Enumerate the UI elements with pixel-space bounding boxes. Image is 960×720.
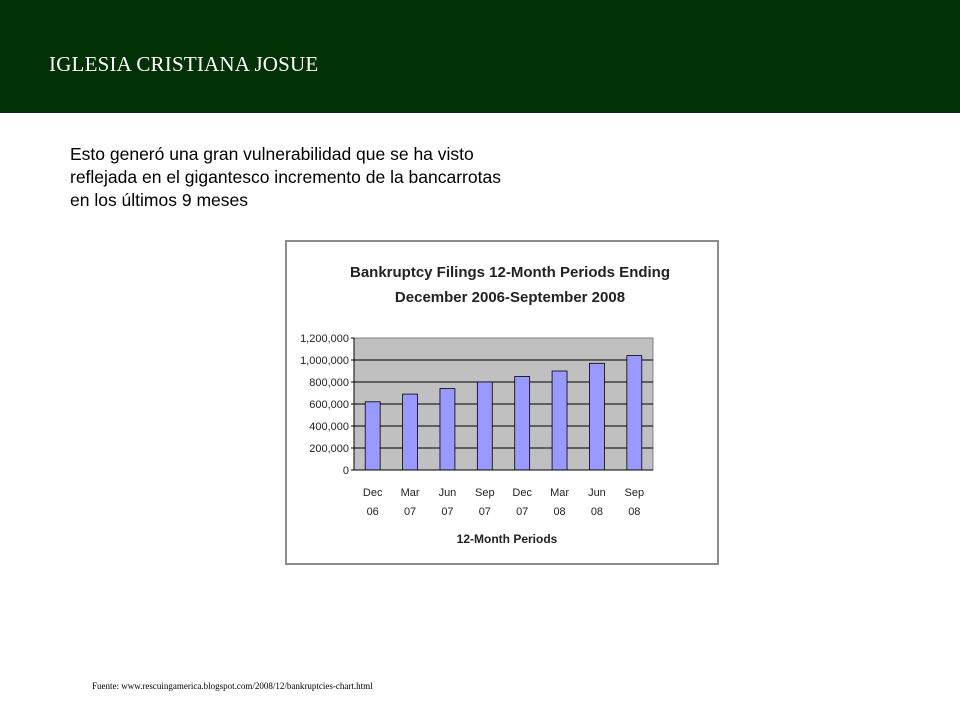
y-tick-label: 1,000,000 <box>300 355 349 367</box>
x-tick-label-month: Mar <box>400 487 420 499</box>
slide-header <box>0 0 960 113</box>
x-tick-label-month: Dec <box>512 487 532 499</box>
x-axis-label: 12-Month Periods <box>456 532 558 546</box>
x-tick-label-year: 07 <box>441 506 454 518</box>
x-tick-label-year: 07 <box>516 506 529 518</box>
y-tick-label: 1,200,000 <box>300 333 349 345</box>
x-tick-label-year: 06 <box>366 506 379 518</box>
y-axis-ticks <box>300 333 354 477</box>
header-title: IGLESIA CRISTIANA JOSUE <box>49 52 319 76</box>
bar <box>477 382 492 470</box>
x-axis-ticks <box>363 487 644 518</box>
body-paragraph: Esto generó una gran vulnerabilidad que se ha visto reflejada en el gigantesco incremento de la bancarrotas en los últimos 9 meses <box>70 144 501 210</box>
y-tick-label: 600,000 <box>309 399 349 411</box>
x-tick-label-month: Jun <box>588 487 606 499</box>
x-tick-label-month: Dec <box>362 487 383 499</box>
chart-frame <box>285 240 719 565</box>
x-tick-label-month: Mar <box>550 487 570 499</box>
bar <box>515 377 530 471</box>
x-tick-label-month: Sep <box>475 487 495 499</box>
y-tick-label: 0 <box>342 465 349 477</box>
x-tick-label-year: 07 <box>403 506 417 518</box>
bar <box>403 394 418 470</box>
x-tick-label-year: 08 <box>553 506 566 518</box>
chart-title-line-1: Bankruptcy Filings 12-Month Periods Ending <box>349 264 671 281</box>
bar <box>440 389 455 470</box>
x-tick-label-year: 08 <box>590 506 604 518</box>
y-tick-label: 200,000 <box>309 443 349 455</box>
bar-chart <box>287 242 717 563</box>
y-tick-label: 800,000 <box>309 377 349 389</box>
x-tick-label-month: Jun <box>438 487 457 499</box>
x-tick-label-month: Sep <box>624 487 645 499</box>
bar <box>627 356 642 470</box>
y-tick-label: 400,000 <box>309 421 349 433</box>
bar <box>365 402 380 470</box>
bar <box>552 371 567 470</box>
bar <box>589 363 604 470</box>
chart-title-line-2: December 2006-September 2008 <box>394 289 626 306</box>
x-tick-label-year: 08 <box>628 506 641 518</box>
x-tick-label-year: 07 <box>478 506 491 518</box>
source-citation: Fuente: www.rescuingamerica.blogspot.com/2008/12/bankruptcies-chart.html <box>92 681 373 691</box>
